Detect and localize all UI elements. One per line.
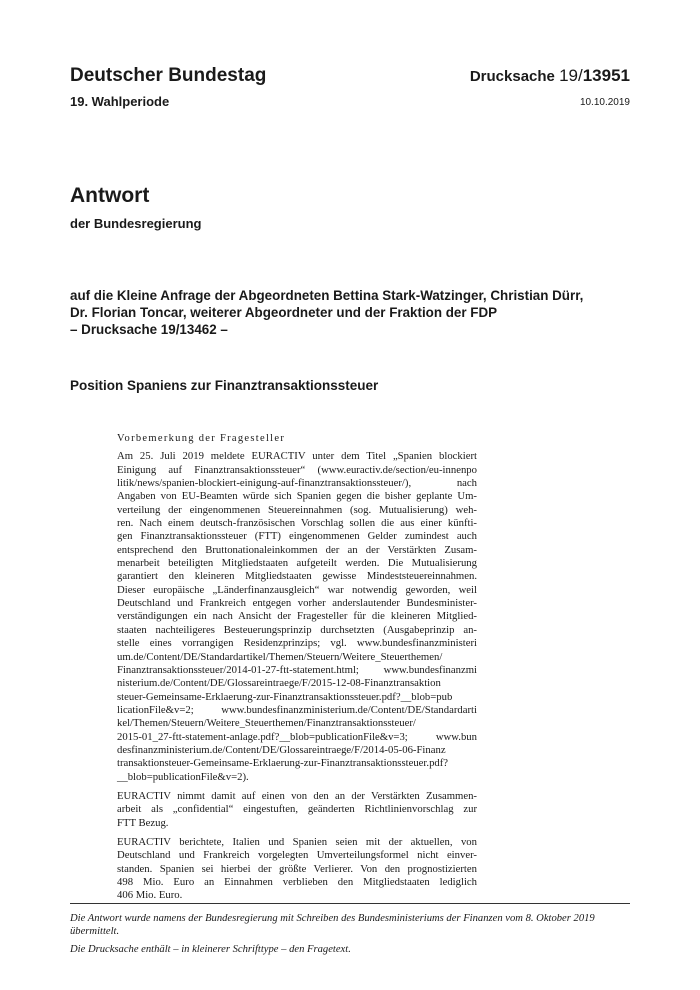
paragraph-line: ren. Nach einem deutsch-französischen Vorschlag sollen die aus einer künfti-: [117, 517, 477, 530]
topic-heading: Position Spaniens zur Finanztransaktionssteuer: [70, 378, 379, 393]
paragraph-line: verteilung der eingenommenen Steuereinnahmen (sog. Mutualisierung) weh-: [117, 503, 477, 516]
paragraph-line: entsprechend den Bruttonationaleinkommen der an der Verstärkten Zusam-: [117, 543, 477, 556]
paragraph-line: gen Finanztransaktionssteuer (FTT) eingenommenen Gelder zumindest auch: [117, 530, 477, 543]
drucksache-id: 13951: [582, 66, 630, 85]
answer-subtitle: der Bundesregierung: [70, 216, 202, 231]
paragraph-line: um.de/Content/DE/Standardartikel/Themen/Steuern/Weitere_Steuerthemen/: [117, 650, 443, 663]
drucksache-prefix: 19/: [559, 66, 583, 85]
question-text: [117, 432, 477, 909]
paragraph-line: arbeit als „confidential“ eingestuften, geänderten Richtlinienvorschlag zur: [117, 803, 477, 816]
drucksache-label: Drucksache: [469, 68, 555, 85]
paragraph-line: litik/news/spanien-blockiert-einigung-auf-finanztransaktionssteuer/), nach: [117, 477, 477, 490]
paragraph-line: Dieser europäische „Länderfinanzausgleich“ war notwendig geworden, weil: [117, 583, 477, 596]
footnote-block: [70, 912, 640, 956]
paragraph-line: Deutschland und Frankreich entgegen vorher anderslautender Bundesminister-: [117, 597, 477, 610]
paragraph-line: staaten nachteiligeres Besteuerungsprinzip durchsetzten (Ausgabeprinzip an-: [117, 623, 477, 636]
footnote-line: Die Drucksache enthält – in kleinerer Schrifttype – den Fragetext.: [70, 943, 351, 955]
header-left: [70, 64, 266, 111]
footnote-divider: [70, 903, 630, 904]
footnote-line: Die Antwort wurde namens der Bundesregierung mit Schreiben des Bundesministeriums der Finanzen vom 8. Oktober 2019: [70, 913, 595, 924]
paragraph-line: EURACTIV nimmt damit auf einen von den an der Verstärkten Zusammen-: [117, 789, 477, 802]
electoral-period: 19. Wahlperiode: [70, 94, 170, 109]
paragraph-line: nisterium.de/Content/DE/Glossareintraege/F/2015-12-08-Finanztransaktion: [117, 677, 441, 690]
paragraph-line: FTT Bezug.: [117, 816, 169, 829]
drucksache-number: [559, 66, 630, 85]
paragraph-line: menarbeit beteiligten Mitgliedstaaten aufgeteilt werden. Die Mutualisierung: [117, 557, 477, 570]
paragraph-line: transaktionsteuer-Gemeinsame-Erklaerung-zur-Finanztransaktionssteuer.pdf?: [117, 757, 449, 770]
paragraph-line: garantiert den kleineren Mitgliedstaaten gewisse Mindeststeuereinnahmen.: [117, 570, 477, 583]
paragraph-line: __blob=publicationFile&v=2).: [117, 770, 249, 783]
paragraph-line: steuer-Gemeinsame-Erklaerung-zur-Finanztransaktionssteuer.pdf?__blob=pub: [117, 690, 453, 703]
paragraph-line: Deutschland und Frankreich vorgelegten Umverteilungsformel nicht einver-: [117, 849, 477, 862]
parliament-title: Deutscher Bundestag: [70, 65, 267, 86]
answer-title: Antwort: [70, 184, 150, 207]
paragraph-line: 2015-01_27-ftt-statement-anlage.pdf?__blob=publicationFile&v=3; www.bun: [117, 730, 477, 743]
paragraph-line: desfinanzministerium.de/Content/DE/Glossareintraege/F/2014-05-06-Finanz: [117, 743, 446, 756]
paragraph-line: kel/Themen/Steuern/Weitere_Steuerthemen/Finanztransaktionssteuer/: [117, 717, 416, 730]
paragraph-line: licationFile&v=2; www.bundesfinanzministerium.de/Content/DE/Standardarti: [117, 703, 477, 716]
paragraph-line: standen. Spanien sei hierbei der größte Verlierer. Von den prognostizierten: [117, 862, 477, 875]
inquiry-line: Dr. Florian Toncar, weiterer Abgeordneter und der Fraktion der FDP: [70, 305, 498, 320]
inquiry-reference: [70, 287, 650, 338]
footnote-line: übermittelt.: [70, 926, 120, 938]
paragraph-line: Einigung auf Finanztransaktionssteuer“ (www.euractiv.de/section/eu-innenpo: [117, 463, 477, 476]
paragraph-line: Am 25. Juli 2019 meldete EURACTIV unter dem Titel „Spanien blockiert: [117, 450, 477, 463]
answer-block: [70, 183, 201, 233]
paragraph-line: Finanztransaktionssteuer/2014-01-27-ftt-statement.html; www.bundesfinanzmi: [117, 663, 477, 676]
document-date: 10.10.2019: [579, 97, 630, 108]
paragraph-line: verständigungen ein nach Ansicht der Fragesteller für die kleineren Mitglied-: [117, 610, 477, 623]
paragraph-line: stelle eines vorrangigen Residenzprinzips; vgl. www.bundesfinanzministeri: [117, 637, 477, 650]
body-paragraph: [117, 450, 477, 784]
preliminary-heading: Vorbemerkung der Fragesteller: [117, 433, 286, 444]
inquiry-line: auf die Kleine Anfrage der Abgeordneten Bettina Stark-Watzinger, Christian Dürr,: [70, 288, 584, 303]
paragraph-line: 406 Mio. Euro.: [117, 889, 183, 902]
body-paragraph: [117, 836, 477, 903]
body-paragraph: [117, 790, 477, 830]
paragraph-line: Angaben von EU-Beamten würde sich Spanien gegen die bisher geplante Um-: [117, 490, 477, 503]
drucksache-line: [470, 64, 630, 89]
paragraph-line: EURACTIV berichtete, Italien und Spanien seien mit der aktuellen, von: [117, 835, 477, 848]
header-right: [470, 64, 630, 110]
paragraph-line: 498 Mio. Euro an Einnahmen verblieben den Mitgliedstaaten lediglich: [117, 876, 477, 888]
inquiry-line: – Drucksache 19/13462 –: [70, 322, 228, 337]
